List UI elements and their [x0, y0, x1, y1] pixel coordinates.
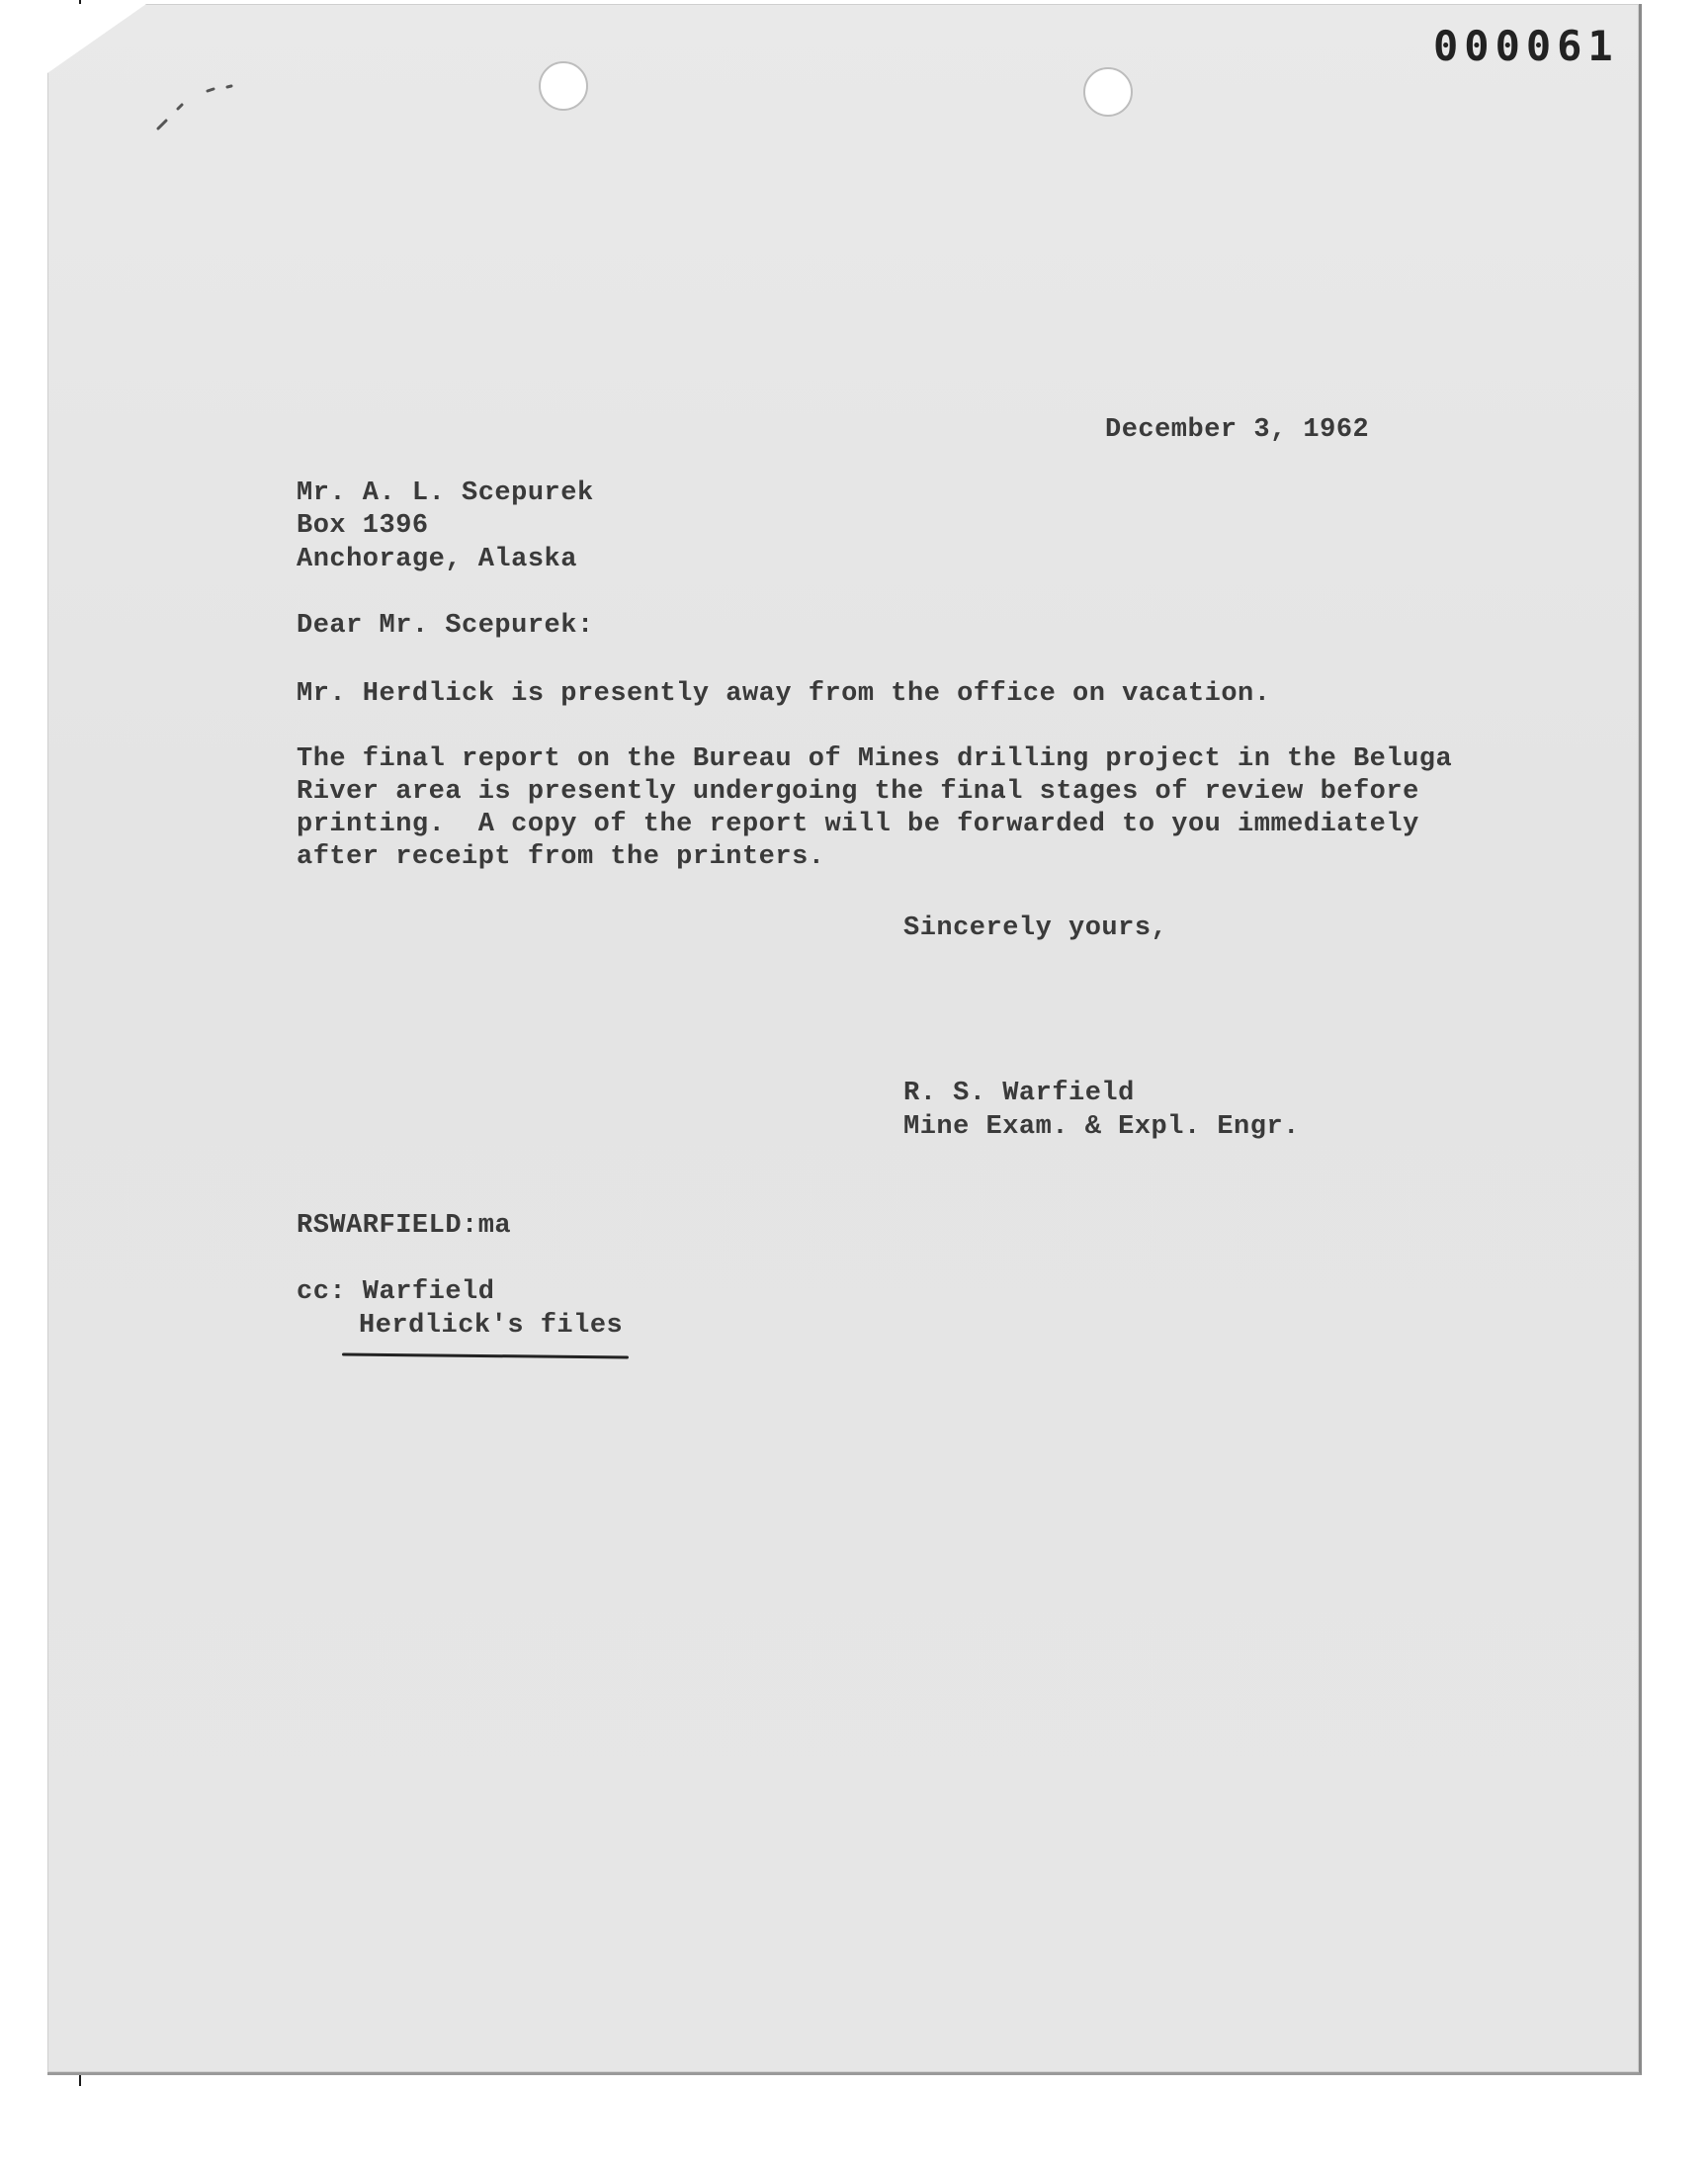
- salutation: Dear Mr. Scepurek:: [297, 611, 594, 641]
- body-paragraph-2: The final report on the Bureau of Mines drilling project in the Beluga River area is presently undergoing the final stages of review before printing. A copy of the report will be forwarded to you immediately after receipt from the printers.: [297, 744, 1453, 872]
- pencil-mark: [148, 69, 257, 138]
- punch-hole-left: [539, 61, 588, 111]
- document-stamp-number: 000061: [1433, 22, 1619, 70]
- letter-date: December 3, 1962: [1105, 415, 1370, 445]
- signer-name: R. S. Warfield: [903, 1079, 1135, 1108]
- recipient-name: Mr. A. L. Scepurek: [297, 478, 594, 508]
- reference-initials: RSWARFIELD:ma: [297, 1211, 512, 1241]
- closing: Sincerely yours,: [903, 914, 1168, 943]
- signer-title: Mine Exam. & Expl. Engr.: [903, 1112, 1300, 1142]
- cc-line-1: cc: Warfield: [297, 1277, 495, 1307]
- recipient-box: Box 1396: [297, 511, 429, 541]
- cc-line-2: Herdlick's files: [359, 1311, 624, 1341]
- letter-sheet: [47, 4, 1642, 2075]
- folded-corner: [47, 4, 146, 73]
- recipient-city: Anchorage, Alaska: [297, 545, 577, 574]
- punch-hole-right: [1083, 67, 1133, 117]
- body-paragraph-1: Mr. Herdlick is presently away from the office on vacation.: [297, 679, 1271, 709]
